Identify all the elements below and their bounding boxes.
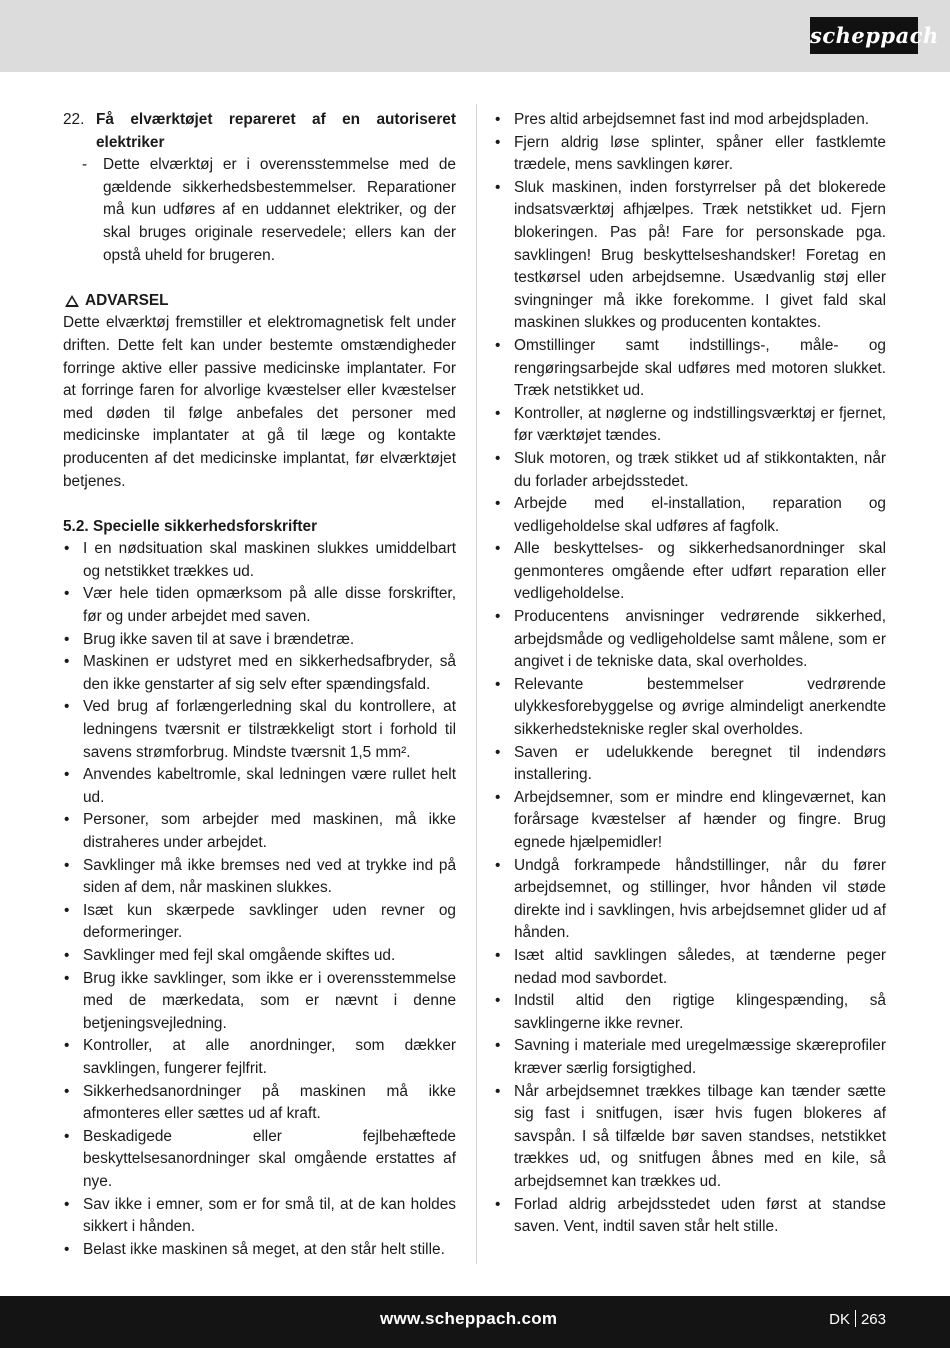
list-item-text: Pres altid arbejdsemnet fast ind mod arbejdspladen. xyxy=(514,111,870,128)
bullet-marker: • xyxy=(64,766,70,784)
list-item-text: Beskadigede eller fejlbehæftede beskyttelsesanordninger skal omgående erstattes af nye. xyxy=(83,1127,456,1190)
list-item xyxy=(63,764,456,809)
bullet-marker: • xyxy=(64,630,70,648)
list-item xyxy=(63,968,456,1036)
bullet-marker: • xyxy=(495,178,501,196)
list-item xyxy=(494,493,886,538)
warning-title: ADVARSEL xyxy=(85,291,169,309)
bullet-marker: • xyxy=(495,404,501,422)
left-bullet-list xyxy=(63,538,456,1261)
left-column xyxy=(63,109,456,1261)
right-column xyxy=(494,109,886,1239)
list-item xyxy=(494,177,886,335)
list-item xyxy=(494,787,886,855)
list-item-text: Savning i materiale med uregelmæssige skæreprofiler kræver særlig forsigtighed. xyxy=(514,1037,886,1077)
bullet-marker: • xyxy=(495,788,501,806)
item-title: Få elværktøjet repareret af en autoriseret elektriker xyxy=(96,111,456,151)
bullet-marker: • xyxy=(495,133,501,151)
list-item-text: Undgå forkrampede håndstillinger, når du fører arbejdsemnet, og stillinger, hvor hånden vil støde direkte ind i savklingen, hvis arbejdsemnet glider ud af hånden. xyxy=(514,856,886,942)
bullet-marker: • xyxy=(64,1127,70,1145)
bullet-marker: • xyxy=(64,1240,70,1258)
list-item xyxy=(63,651,456,696)
bullet-marker: • xyxy=(495,856,501,874)
list-item-text: Når arbejdsemnet trækkes tilbage kan tænder sætte sig fast i snitfugen, især hvis fugen blokeres af savspån. I så tilfælde bør saven standses, netstikket trækkes ud, og snitfugen åbnes med en kile, så arbejdsemnet kan trækkes ud. xyxy=(514,1082,886,1190)
list-item xyxy=(63,1239,456,1262)
list-item-text: Kontroller, at alle anordninger, som dækker savklingen, fungerer fejlfrit. xyxy=(83,1037,456,1077)
bullet-marker: • xyxy=(64,901,70,919)
list-item xyxy=(494,538,886,606)
bullet-marker: • xyxy=(64,1195,70,1213)
warning-heading xyxy=(63,290,456,313)
list-item xyxy=(63,629,456,652)
bullet-marker: • xyxy=(495,495,501,513)
bullet-marker: • xyxy=(64,585,70,603)
list-item-text: Arbejde med el-installation, reparation og vedligeholdelse skal udføres af fagfolk. xyxy=(514,495,886,535)
list-item-text: Producentens anvisninger vedrørende sikkerhed, arbejdsmåde og vedligeholdelse samt målene, som er angivet i de tekniske data, skal overholdes. xyxy=(514,608,886,671)
list-item-text: Savklinger må ikke bremses ned ved at trykke ind på siden af dem, når maskinen slukkes. xyxy=(83,856,456,897)
list-item xyxy=(63,855,456,900)
item-number: 22. xyxy=(63,111,85,128)
list-item xyxy=(494,1081,886,1194)
list-item-text: Personer, som arbejder med maskinen, må ikke distraheres under arbejdet. xyxy=(83,811,456,851)
list-item xyxy=(494,674,886,742)
bullet-marker: • xyxy=(64,1037,70,1055)
list-item xyxy=(494,855,886,945)
list-item-text: Arbejdsemner, som er mindre end klingeværnet, kan forårsage kvæstelser af hænder og fingre. Brug egnede hjælpemidler! xyxy=(514,788,886,851)
bullet-marker: • xyxy=(495,992,501,1010)
list-item-text: I en nødsituation skal maskinen slukkes umiddelbart og netstikket trækkes ud. xyxy=(83,540,456,580)
list-item-text: Fjern aldrig løse splinter, spåner eller fastklemte trædele, mens savklingen kører. xyxy=(514,133,886,174)
list-item xyxy=(494,109,886,132)
list-item xyxy=(63,1081,456,1126)
list-item xyxy=(494,448,886,493)
list-item-text: Saven er udelukkende beregnet til indendørs installering. xyxy=(514,743,886,784)
list-item xyxy=(63,1194,456,1239)
bullet-marker: • xyxy=(495,946,501,964)
list-item xyxy=(63,696,456,764)
scheppach-logo: scheppach xyxy=(810,17,918,54)
list-item-text: Anvendes kabeltromle, skal ledningen være rullet helt ud. xyxy=(83,766,456,806)
list-item-text: Alle beskyttelses- og sikkerhedsanordninger skal genmonteres omgående efter udført reparation eller vedligeholdelse. xyxy=(514,540,886,603)
bullet-marker: • xyxy=(64,946,70,964)
page-number xyxy=(829,1310,886,1328)
bullet-marker: • xyxy=(64,856,70,874)
bullet-marker: • xyxy=(495,1037,501,1055)
page-header xyxy=(0,0,950,72)
bullet-marker: • xyxy=(495,336,501,354)
page-num: 263 xyxy=(860,1311,886,1328)
list-item-text: Savklinger med fejl skal omgående skiftes ud. xyxy=(83,946,396,964)
list-item-text: Indstil altid den rigtige klingespænding, så savklingerne ikke revner. xyxy=(514,992,886,1032)
list-item-text: Ved brug af forlængerledning skal du kontrollere, at ledningens tværsnit er tilstrækkeligt stort i forhold til savens strømforbrug. Mindste tværsnit 1,5 mm². xyxy=(83,698,456,761)
bullet-marker: • xyxy=(495,111,501,128)
list-item-text: Isæt altid savklingen således, at tænderne peger nedad mod savbordet. xyxy=(514,946,886,987)
list-item xyxy=(494,132,886,177)
list-item-text: Sav ikke i emner, som er for små til, at de kan holdes sikkert i hånden. xyxy=(83,1195,456,1236)
warning-body: Dette elværktøj fremstiller et elektromagnetisk felt under driften. Dette felt kan under bestemte omstændigheder forringe aktive eller passive medicinske implantater. For at forringe faren for alvorlige kvæstelser eller kvæstelser med døden til følge anbefales det personer med medicinske implantater at gå til læge og kontakte producenten af det medicinske implantat, før elværktøjet betjenes. xyxy=(63,314,456,490)
warning-triangle-icon xyxy=(65,295,79,307)
list-item xyxy=(494,335,886,403)
page-footer xyxy=(0,1296,950,1348)
list-item xyxy=(63,583,456,628)
bullet-marker: • xyxy=(64,698,70,716)
dash-marker: - xyxy=(82,156,88,174)
list-item xyxy=(494,403,886,448)
item-22-body xyxy=(63,154,456,267)
page-separator xyxy=(855,1310,856,1327)
list-item-text: Isæt kun skærpede savklinger uden revner og deformeringer. xyxy=(83,901,456,942)
column-divider xyxy=(476,104,477,1264)
list-item-text: Forlad aldrig arbejdsstedet uden først at standse saven. Vent, indtil saven står helt stille. xyxy=(514,1195,886,1236)
list-item xyxy=(63,1126,456,1194)
list-item xyxy=(63,538,456,583)
list-item-text: Relevante bestemmelser vedrørende ulykkesforebyggelse og øvrige almindeligt anerkendte sikkerhedstekniske regler skal overholdes. xyxy=(514,675,886,739)
website-url: www.scheppach.com xyxy=(380,1309,558,1328)
bullet-marker: • xyxy=(64,969,70,987)
item-22-heading xyxy=(63,109,456,154)
list-item xyxy=(494,945,886,990)
bullet-marker: • xyxy=(495,1195,501,1213)
list-item-text: Kontroller, at nøglerne og indstillingsværktøj er fjernet, før værktøjet tændes. xyxy=(514,404,886,445)
bullet-marker: • xyxy=(64,1082,70,1100)
list-item xyxy=(63,945,456,968)
list-item xyxy=(494,606,886,674)
list-item-text: Omstillinger samt indstillings-, måle- og rengøringsarbejde skal udføres med motoren slukket. Træk netstikket ud. xyxy=(514,336,886,400)
bullet-marker: • xyxy=(495,1082,501,1100)
list-item-text: Vær hele tiden opmærksom på alle disse forskrifter, før og under arbejdet med saven. xyxy=(83,585,456,626)
list-item xyxy=(494,1194,886,1239)
bullet-marker: • xyxy=(495,675,501,693)
bullet-marker: • xyxy=(64,811,70,829)
list-item-text: Sikkerhedsanordninger på maskinen må ikke afmonteres eller sættes ud af kraft. xyxy=(83,1082,456,1123)
list-item-text: Sluk motoren, og træk stikket ud af stikkontakten, når du forlader arbejdsstedet. xyxy=(514,449,886,490)
bullet-marker: • xyxy=(64,653,70,671)
list-item xyxy=(63,900,456,945)
right-bullet-list xyxy=(494,109,886,1239)
list-item xyxy=(494,1035,886,1080)
bullet-marker: • xyxy=(64,540,70,558)
list-item-text: Brug ikke savklinger, som ikke er i overensstemmelse med de mærkedata, som er nævnt i denne betjeningsvejledning. xyxy=(83,969,456,1032)
bullet-marker: • xyxy=(495,743,501,761)
list-item-text: Belast ikke maskinen så meget, at den står helt stille. xyxy=(83,1240,445,1258)
item-body-text: Dette elværktøj er i overensstemmelse med de gældende sikkerhedsbestemmelser. Reparationer må kun udføres af en uddannet elektriker, og der skal bruges originale reservedele; ellers kan der opstå uheld for brugeren. xyxy=(103,156,456,264)
list-item-text: Sluk maskinen, inden forstyrrelser på det blokerede indsatsværktøj afhjælpes. Træk netstikket ud. Fjern blokeringen. Pas på! Fare for personskade pga. savklingen! Brug beskyttelseshandsker! Foretag en testkørsel uden arbejdsemne. Usædvanlig støj eller svingninger må ikke forekomme. I givet fald skal maskinen slukkes og producenten kontaktes. xyxy=(514,178,886,332)
section-heading: 5.2. Specielle sikkerhedsforskrifter xyxy=(63,517,318,535)
list-item xyxy=(63,1035,456,1080)
list-item xyxy=(63,809,456,854)
language-code: DK xyxy=(829,1311,850,1328)
list-item-text: Brug ikke saven til at save i brændetræ. xyxy=(83,630,355,648)
list-item-text: Maskinen er udstyret med en sikkerhedsafbryder, så den ikke genstarter af sig selv efter spændingsfald. xyxy=(83,653,456,693)
bullet-marker: • xyxy=(495,449,501,467)
bullet-marker: • xyxy=(495,540,501,558)
bullet-marker: • xyxy=(495,608,501,626)
list-item xyxy=(494,990,886,1035)
list-item xyxy=(494,742,886,787)
